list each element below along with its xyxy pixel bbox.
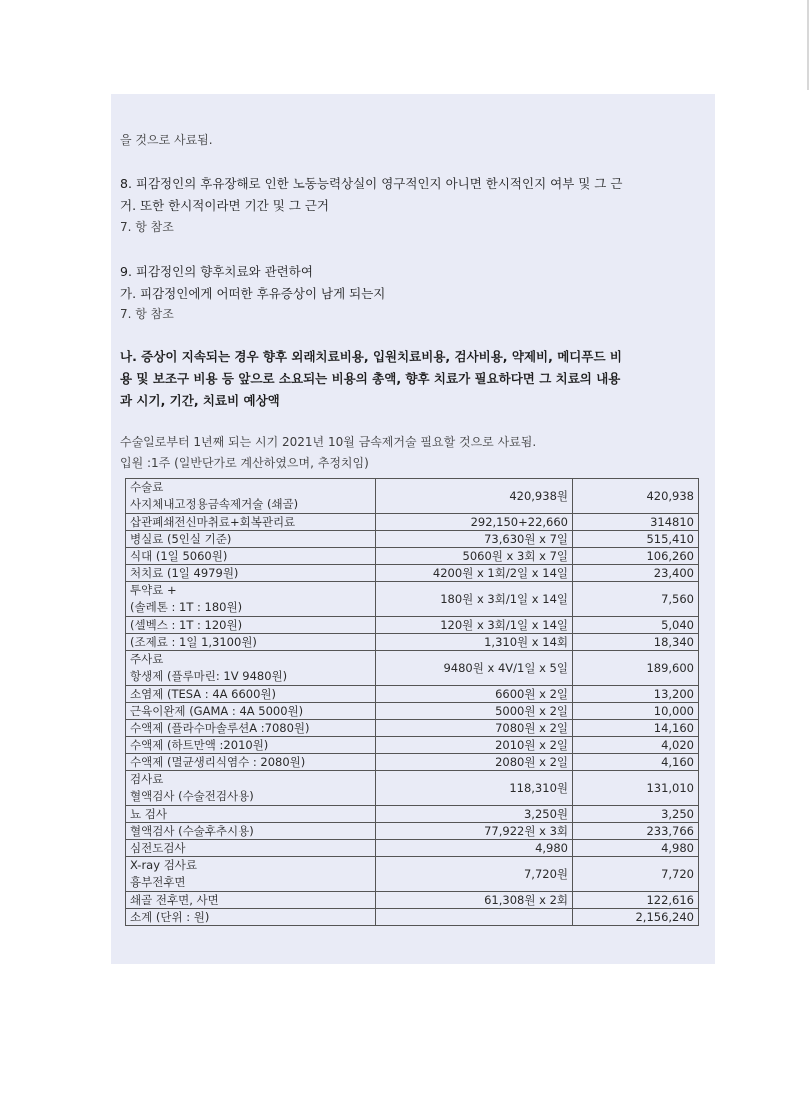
amount-cell: 515,410 xyxy=(573,531,699,548)
item-cell: 수액제 (하트만액 :2010원) xyxy=(126,737,376,754)
amount-cell: 10,000 xyxy=(573,703,699,720)
amount-cell: 7,720 xyxy=(573,857,699,892)
item-sublabel: 혈액검사 (수술전검사용) xyxy=(130,789,254,803)
item-cell: 소염제 (TESA : 4A 6600원) xyxy=(126,686,376,703)
amount-cell: 189,600 xyxy=(573,651,699,686)
calc-cell: 61,308원 x 2회 xyxy=(376,892,573,909)
amount-cell: 23,400 xyxy=(573,565,699,582)
amount-cell: 4,160 xyxy=(573,754,699,771)
item-sublabel: 항생제 (플루마린: 1V 9480원) xyxy=(130,669,288,683)
question-9-na-line-1: 나. 증상이 지속되는 경우 향후 외래치료비용, 입원치료비용, 검사비용, 약제비, 메디푸드 비 xyxy=(120,349,622,364)
answer-line-1: 수술일로부터 1년째 되는 시기 2021년 10월 금속제거술 필요할 것으로 사료됨. xyxy=(120,435,537,449)
item-cell: 심전도검사 xyxy=(126,840,376,857)
item-cell: 근육이완제 (GAMA : 4A 5000원) xyxy=(126,703,376,720)
question-8-line-1: 8. 피감정인의 후유장해로 인한 노동능력상실이 영구적인지 아니면 한시적인지 여부 및 그 근 xyxy=(120,176,623,191)
calc-cell: 292,150+22,660 xyxy=(376,514,573,531)
calc-cell: 3,250원 xyxy=(376,806,573,823)
amount-cell: 4,020 xyxy=(573,737,699,754)
question-8-line-2: 거. 또한 한시적이라면 기간 및 그 근거 xyxy=(120,198,329,213)
table-row xyxy=(126,514,699,531)
total-amount-cell: 2,156,240 xyxy=(573,909,699,926)
amount-cell: 14,160 xyxy=(573,720,699,737)
calc-cell: 5060원 x 3회 x 7일 xyxy=(376,548,573,565)
text-line-continuation: 을 것으로 사료됨. xyxy=(120,133,213,147)
calc-cell: 9480원 x 4V/1일 x 5일 xyxy=(376,651,573,686)
table-row xyxy=(126,720,699,737)
item-cell: 쇄골 전후면, 사면 xyxy=(126,892,376,909)
amount-cell: 3,250 xyxy=(573,806,699,823)
amount-cell: 420,938 xyxy=(573,479,699,514)
table-row xyxy=(126,686,699,703)
table-row xyxy=(126,754,699,771)
item-cell: 병실료 (5인실 기준) xyxy=(126,531,376,548)
reference-line-1: 7. 항 참조 xyxy=(120,220,174,234)
table-row xyxy=(126,582,699,617)
cost-table xyxy=(125,478,699,926)
table-row xyxy=(126,806,699,823)
calc-cell: 2010원 x 2일 xyxy=(376,737,573,754)
item-sublabel: (솔레톤 : 1T : 180원) xyxy=(130,600,243,614)
calc-cell: 120원 x 3회/1일 x 14일 xyxy=(376,617,573,634)
table-row xyxy=(126,703,699,720)
answer-line-2: 입원 :1주 (일반단가로 계산하였으며, 추정치임) xyxy=(120,456,369,470)
calc-cell: 180원 x 3회/1일 x 14일 xyxy=(376,582,573,617)
table-row xyxy=(126,892,699,909)
amount-cell: 13,200 xyxy=(573,686,699,703)
calc-cell: 2080원 x 2일 xyxy=(376,754,573,771)
calc-cell: 6600원 x 2일 xyxy=(376,686,573,703)
item-label: 검사료 xyxy=(130,772,164,786)
calc-cell: 5000원 x 2일 xyxy=(376,703,573,720)
table-row xyxy=(126,479,699,514)
scanned-document xyxy=(111,94,715,964)
reference-line-2: 7. 항 참조 xyxy=(120,307,174,321)
amount-cell: 314810 xyxy=(573,514,699,531)
amount-cell: 7,560 xyxy=(573,582,699,617)
table-row xyxy=(126,823,699,840)
table-row xyxy=(126,617,699,634)
item-cell xyxy=(126,582,376,617)
table-row xyxy=(126,771,699,806)
item-cell: (조제료 : 1일 1,3100원) xyxy=(126,634,376,651)
item-cell: 처치료 (1일 4979원) xyxy=(126,565,376,582)
item-sublabel: 흉부전후면 xyxy=(130,875,186,889)
calc-cell: 73,630원 x 7일 xyxy=(376,531,573,548)
item-cell: 식대 (1일 5060원) xyxy=(126,548,376,565)
item-cell: 소계 (단위 : 원) xyxy=(126,909,376,926)
amount-cell: 106,260 xyxy=(573,548,699,565)
item-cell xyxy=(126,857,376,892)
calc-cell: 1,310원 x 14회 xyxy=(376,634,573,651)
subtotal-row xyxy=(126,909,699,926)
table-row xyxy=(126,548,699,565)
question-9-heading: 9. 피감정인의 향후치료와 관련하여 xyxy=(120,264,313,279)
amount-cell: 18,340 xyxy=(573,634,699,651)
item-cell: 수액제 (멸균생리식염수 : 2080원) xyxy=(126,754,376,771)
item-sublabel: 사지체내고정용금속제거술 (쇄골) xyxy=(130,497,299,511)
table-row xyxy=(126,565,699,582)
calc-cell: 77,922원 x 3회 xyxy=(376,823,573,840)
item-label: 수술료 xyxy=(130,480,164,494)
calc-cell: 420,938원 xyxy=(376,479,573,514)
item-cell: 혈액검사 (수술후추시용) xyxy=(126,823,376,840)
item-cell xyxy=(126,479,376,514)
table-row xyxy=(126,857,699,892)
item-cell: 삽관폐쇄전신마취료+회복관리료 xyxy=(126,514,376,531)
table-row xyxy=(126,737,699,754)
table-row xyxy=(126,531,699,548)
table-row xyxy=(126,651,699,686)
item-cell xyxy=(126,771,376,806)
calc-cell: 4,980 xyxy=(376,840,573,857)
item-cell: 수액제 (플라수마솔루션A :7080원) xyxy=(126,720,376,737)
item-cell xyxy=(126,651,376,686)
question-9-na-line-3: 과 시기, 기간, 치료비 예상액 xyxy=(120,393,280,408)
item-cell: 뇨 검사 xyxy=(126,806,376,823)
table-row xyxy=(126,634,699,651)
question-9-ga: 가. 피감정인에게 어떠한 후유증상이 남게 되는지 xyxy=(120,286,386,301)
calc-cell: 4200원 x 1회/2일 x 14일 xyxy=(376,565,573,582)
question-9-na-line-2: 용 및 보조구 비용 등 앞으로 소요되는 비용의 총액, 향후 치료가 필요하다면 그 치료의 내용 xyxy=(120,371,621,386)
item-label: 투약료 + xyxy=(130,583,177,597)
item-label: 주사료 xyxy=(130,652,164,666)
table-row xyxy=(126,840,699,857)
amount-cell: 122,616 xyxy=(573,892,699,909)
calc-cell: 118,310원 xyxy=(376,771,573,806)
amount-cell: 5,040 xyxy=(573,617,699,634)
calc-cell: 7,720원 xyxy=(376,857,573,892)
amount-cell: 131,010 xyxy=(573,771,699,806)
item-cell: (셀벡스 : 1T : 120원) xyxy=(126,617,376,634)
item-label: X-ray 검사료 xyxy=(130,858,198,872)
amount-cell: 4,980 xyxy=(573,840,699,857)
amount-cell: 233,766 xyxy=(573,823,699,840)
calc-cell: 7080원 x 2일 xyxy=(376,720,573,737)
calc-cell xyxy=(376,909,573,926)
